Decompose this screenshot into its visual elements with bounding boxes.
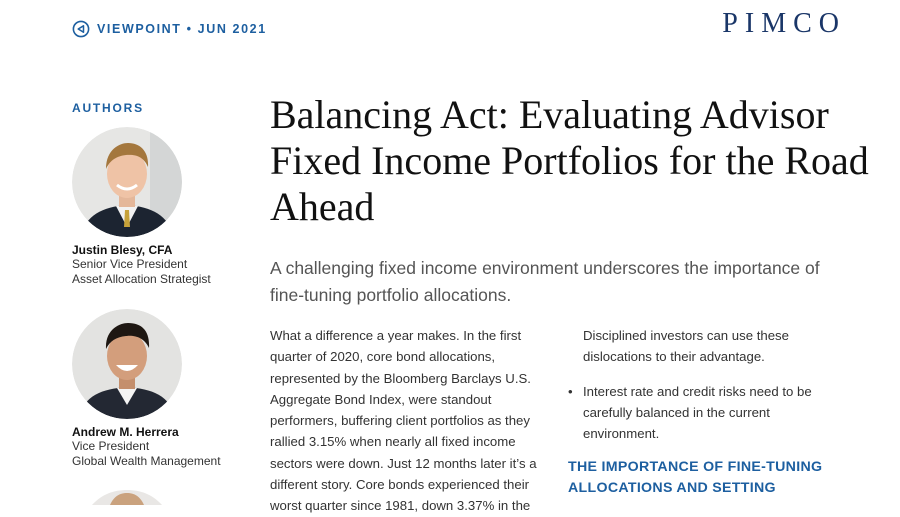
bullet-item xyxy=(568,381,848,445)
author-role: Asset Allocation Strategist xyxy=(72,272,211,286)
author-card xyxy=(72,127,252,287)
author-role: Global Wealth Management xyxy=(72,454,221,468)
body-paragraph: What a difference a year makes. In the first quarter of 2020, core bond allocations, represented by the Bloomberg Barclays U.S. Aggregate Bond Index, were standout performers, buffering client portfolios as they rallied 3.15% when nearly all fixed income sectors were down. Just 12 months later it’s a different story. Core bonds experienced their worst quarter since 1981, down 3.37% in the xyxy=(270,328,537,514)
bullet-icon: • xyxy=(568,383,573,399)
bullet-text: Interest rate and credit risks need to be carefully balanced in the current environment. xyxy=(583,383,812,442)
authors-label: AUTHORS xyxy=(72,101,144,115)
right-column xyxy=(568,325,848,499)
section-heading: THE IMPORTANCE OF FINE-TUNING ALLOCATIONS AND SETTING xyxy=(568,459,823,497)
takeaway-paragraph: Disciplined investors can use these dislocations to their advantage. xyxy=(583,328,789,365)
author-photo-avatar xyxy=(72,309,182,419)
pimco-logo[interactable]: PIMCO xyxy=(722,8,846,39)
article-title: Balancing Act: Evaluating Advisor Fixed Income Portfolios for the Road Ahead xyxy=(270,92,869,229)
author-name: Andrew M. Herrera xyxy=(72,425,179,439)
author-card xyxy=(72,309,252,469)
viewpoint-header xyxy=(72,20,267,38)
author-title: Vice President xyxy=(72,439,150,453)
article-subtitle: A challenging fixed income environment underscores the importance of fine-tuning portfolio allocations. xyxy=(270,258,820,305)
series-label: VIEWPOINT • JUN 2021 xyxy=(97,22,267,36)
author-title: Senior Vice President xyxy=(72,257,188,271)
viewpoint-icon xyxy=(72,20,90,38)
author-photo-avatar xyxy=(72,127,182,237)
author-photo-avatar xyxy=(72,490,182,505)
author-name: Justin Blesy, CFA xyxy=(72,243,173,257)
